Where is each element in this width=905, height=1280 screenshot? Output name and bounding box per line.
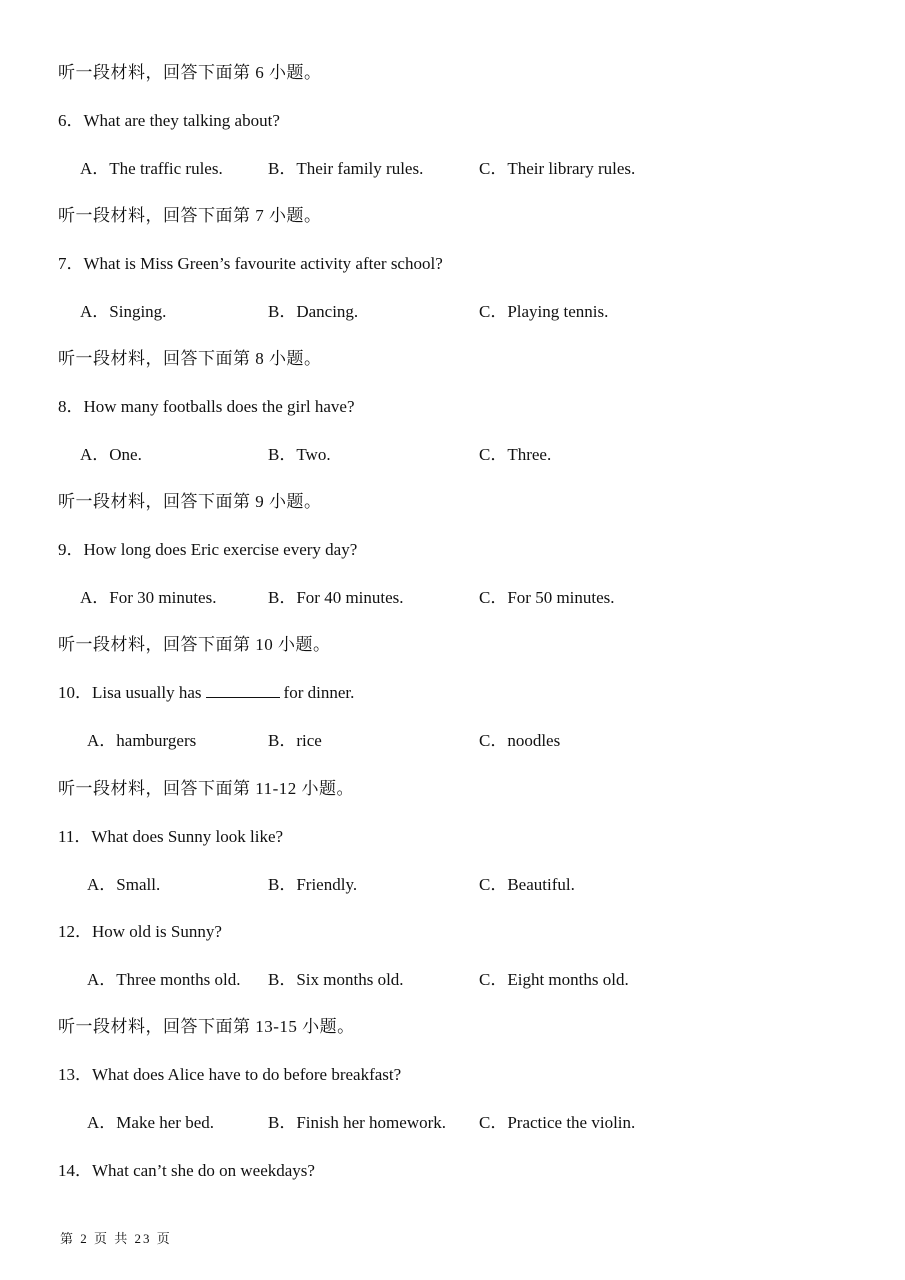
question-12 [58,921,905,943]
option-b[interactable]: B．For 40 minutes. [268,588,404,607]
section-instruction: 听一段材料，回答下面第 9 小题。 [58,492,322,511]
option-a[interactable]: A．One. [80,445,142,464]
option-b[interactable]: B．Dancing. [268,302,359,321]
option-b[interactable]: B．Friendly. [268,875,358,894]
question-9 [58,539,905,561]
question-6 [58,110,905,132]
option-a[interactable]: A．Small. [87,875,161,894]
answer-blank [206,683,280,698]
question-number: 11． [58,827,92,846]
option-a[interactable]: A．The traffic rules. [80,159,223,178]
question-text: What does Alice have to do before breakfast? [92,1065,402,1084]
question-number: 13． [58,1065,92,1084]
option-c[interactable]: C．Eight months old. [479,970,629,989]
option-b[interactable]: B．rice [268,731,322,750]
option-c[interactable]: C．Playing tennis. [479,302,609,321]
question-number: 14． [58,1161,92,1180]
question-text-before: Lisa usually has [92,683,202,702]
question-text-after: for dinner. [283,683,355,702]
option-a[interactable]: A．hamburgers [87,731,197,750]
section-instruction: 听一段材料，回答下面第 7 小题。 [58,206,322,225]
option-c[interactable]: C．Beautiful. [479,875,575,894]
question-text: What does Sunny look like? [91,827,284,846]
question-text: How long does Eric exercise every day? [83,540,358,559]
option-a[interactable]: A．For 30 minutes. [80,588,217,607]
question-text: How old is Sunny? [92,922,222,941]
question-number: 10． [58,683,92,702]
option-c[interactable]: C．Three. [479,445,552,464]
question-number: 8． [58,397,84,416]
option-a[interactable]: A．Singing. [80,302,167,321]
question-10 [58,682,905,704]
option-b[interactable]: B．Six months old. [268,970,404,989]
question-7 [58,253,905,275]
option-b[interactable]: B．Finish her homework. [268,1113,447,1132]
section-instruction: 听一段材料，回答下面第 13-15 小题。 [58,1017,355,1036]
option-b[interactable]: B．Two. [268,445,331,464]
question-number: 12． [58,922,92,941]
question-13 [58,1064,905,1086]
question-11 [58,826,905,848]
question-number: 7． [58,254,84,273]
question-8 [58,396,905,418]
section-instruction: 听一段材料，回答下面第 8 小题。 [58,349,322,368]
option-c[interactable]: C．noodles [479,731,561,750]
question-text: How many footballs does the girl have? [83,397,355,416]
question-14 [58,1160,905,1182]
option-c[interactable]: C．Practice the violin. [479,1113,636,1132]
section-instruction: 听一段材料，回答下面第 11-12 小题。 [58,779,355,798]
section-instruction: 听一段材料，回答下面第 6 小题。 [58,63,322,82]
question-text: What can’t she do on weekdays? [92,1161,315,1180]
question-text: What are they talking about? [83,111,280,130]
question-number: 9． [58,540,84,559]
option-a[interactable]: A．Three months old. [87,970,241,989]
question-text: What is Miss Green’s favourite activity after school? [83,254,443,273]
option-c[interactable]: C．For 50 minutes. [479,588,615,607]
page-footer: 第 2 页 共 23 页 [60,1231,172,1246]
option-b[interactable]: B．Their family rules. [268,159,424,178]
option-a[interactable]: A．Make her bed. [87,1113,214,1132]
option-c[interactable]: C．Their library rules. [479,159,636,178]
section-instruction: 听一段材料，回答下面第 10 小题。 [58,635,331,654]
question-number: 6． [58,111,84,130]
